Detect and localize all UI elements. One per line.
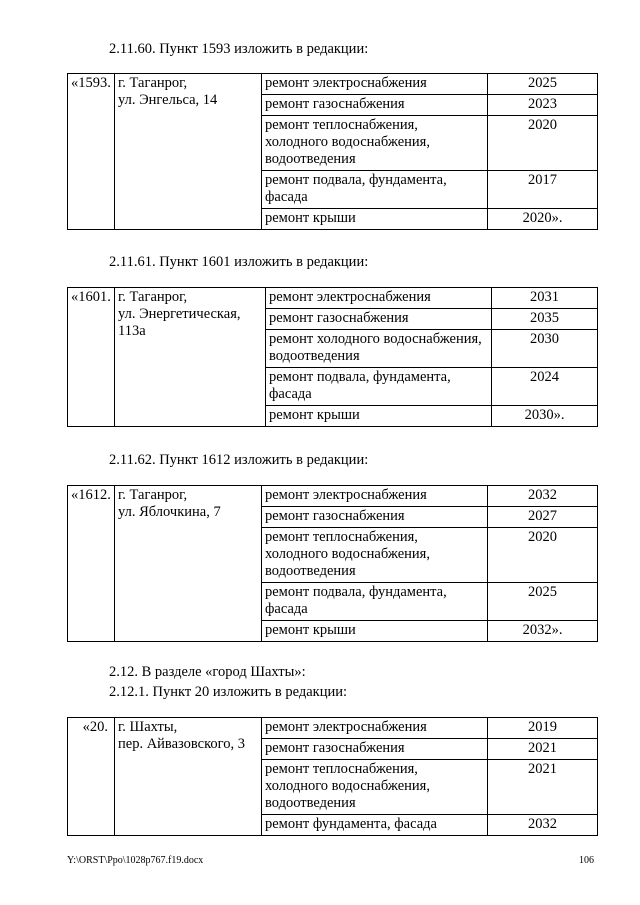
footer-page-number: 106 (579, 855, 594, 866)
item-number: «1612. (68, 486, 115, 642)
section-heading-1601: 2.11.61. Пункт 1601 изложить в редакции: (109, 254, 369, 270)
work-year: 2017 (488, 171, 598, 209)
repair-table-1601 (67, 287, 598, 427)
work-year: 2020 (488, 528, 598, 583)
work-year: 2020 (488, 116, 598, 171)
work-year: 2035 (492, 309, 598, 330)
work-name: ремонт электроснабжения (262, 486, 488, 507)
work-year: 2020». (488, 209, 598, 230)
table-row (68, 718, 598, 739)
work-name: ремонт газоснабжения (262, 95, 488, 116)
work-name: ремонт электроснабжения (262, 718, 488, 739)
table-row (68, 486, 598, 507)
work-year: 2021 (488, 739, 598, 760)
work-year: 2024 (492, 368, 598, 406)
item-address: г. Таганрог, ул. Яблочкина, 7 (115, 486, 262, 642)
work-name: ремонт фундамента, фасада (262, 815, 488, 836)
repair-table-1612 (67, 485, 598, 642)
section-heading-20: 2.12.1. Пункт 20 изложить в редакции: (109, 684, 348, 700)
work-name: ремонт газоснабжения (262, 507, 488, 528)
work-year: 2032 (488, 486, 598, 507)
work-year: 2032». (488, 621, 598, 642)
work-name: ремонт теплоснабжения, холодного водоснабжения, водоотведения (262, 760, 488, 815)
repair-table-1593 (67, 73, 598, 230)
work-name: ремонт теплоснабжения, холодного водоснабжения, водоотведения (262, 528, 488, 583)
item-address: г. Таганрог, ул. Энгельса, 14 (115, 74, 262, 230)
item-number: «20. (68, 718, 115, 836)
work-year: 2025 (488, 583, 598, 621)
work-name: ремонт подвала, фундамента, фасада (262, 583, 488, 621)
work-year: 2031 (492, 288, 598, 309)
work-year: 2027 (488, 507, 598, 528)
work-name: ремонт холодного водоснабжения, водоотведения (266, 330, 492, 368)
section-heading-1612: 2.11.62. Пункт 1612 изложить в редакции: (109, 452, 369, 468)
work-name: ремонт подвала, фундамента, фасада (262, 171, 488, 209)
table-row (68, 288, 598, 309)
repair-table-20 (67, 717, 598, 836)
work-name: ремонт крыши (266, 406, 492, 427)
section-heading-1593: 2.11.60. Пункт 1593 изложить в редакции: (109, 41, 369, 57)
work-year: 2023 (488, 95, 598, 116)
work-name: ремонт электроснабжения (262, 74, 488, 95)
work-name: ремонт электроснабжения (266, 288, 492, 309)
work-name: ремонт теплоснабжения, холодного водоснабжения, водоотведения (262, 116, 488, 171)
work-year: 2019 (488, 718, 598, 739)
work-name: ремонт крыши (262, 621, 488, 642)
item-address: г. Таганрог, ул. Энергетическая, 113а (115, 288, 266, 427)
work-year: 2021 (488, 760, 598, 815)
work-name: ремонт газоснабжения (262, 739, 488, 760)
work-year: 2032 (488, 815, 598, 836)
section-heading-shakhty: 2.12. В разделе «город Шахты»: (109, 664, 306, 680)
work-name: ремонт крыши (262, 209, 488, 230)
work-year: 2025 (488, 74, 598, 95)
work-name: ремонт газоснабжения (266, 309, 492, 330)
footer-file-path: Y:\ORST\Ppo\1028p767.f19.docx (67, 855, 204, 866)
table-row (68, 74, 598, 95)
item-address: г. Шахты, пер. Айвазовского, 3 (115, 718, 262, 836)
item-number: «1593. (68, 74, 115, 230)
work-year: 2030». (492, 406, 598, 427)
work-name: ремонт подвала, фундамента, фасада (266, 368, 492, 406)
work-year: 2030 (492, 330, 598, 368)
item-number: «1601. (68, 288, 115, 427)
